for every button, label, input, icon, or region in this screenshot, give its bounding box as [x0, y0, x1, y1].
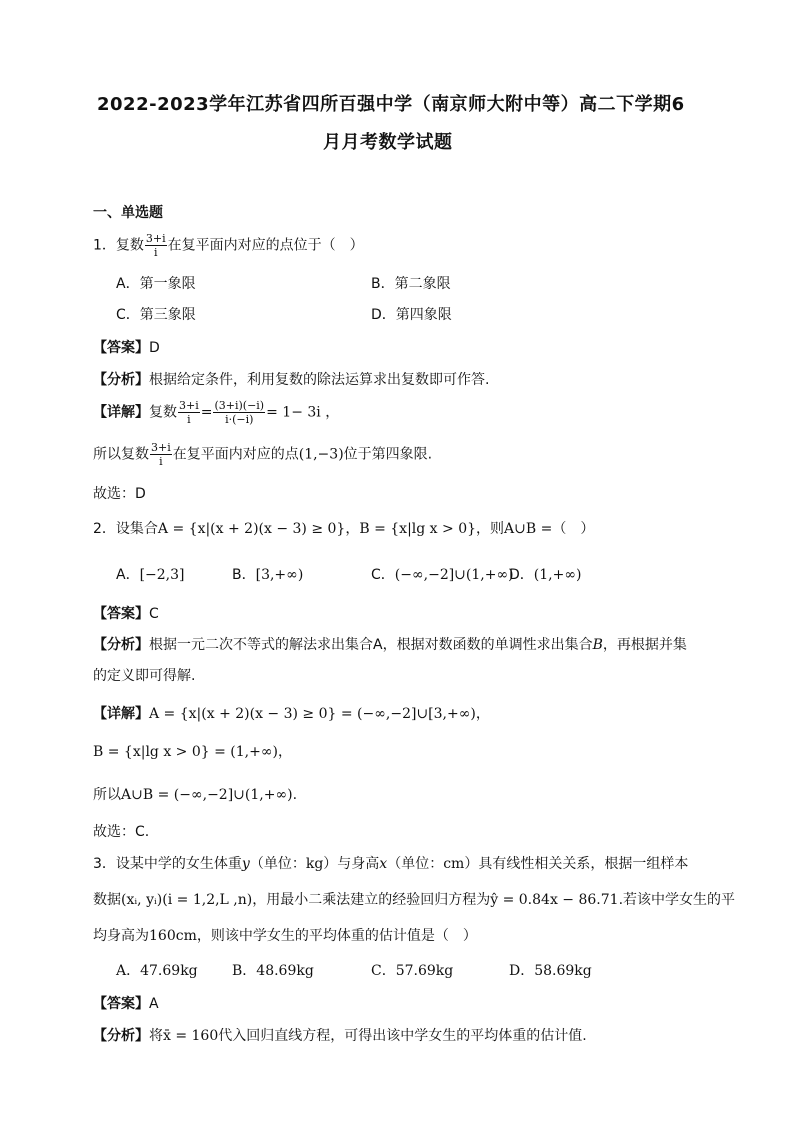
q3-text: 数据 [93, 892, 121, 908]
option-value: [3,+∞) [255, 567, 304, 583]
q2-option-d [509, 566, 581, 584]
option-value: [−2,3] [139, 567, 185, 583]
analysis-text-2: ，再根据并集 [602, 637, 687, 653]
q3-text: ，用最小二乘法建立的经验回归方程为 [252, 892, 491, 908]
frac-denominator: i·(−i) [225, 413, 254, 426]
analysis-pre: 将 [149, 1028, 163, 1044]
conclusion-expr: A∪B = (−∞,−2]∪(1,+∞) [121, 787, 293, 803]
document-title-line-1: 2022-2023学年江苏省四所百强中学（南京师大附中等）高二下学期6 [97, 94, 685, 115]
q2-option-a [116, 566, 185, 584]
q3-analysis [93, 1027, 587, 1045]
q3-text: 均身高为 [93, 928, 149, 944]
q2-set-a: A = {x|(x + 2)(x − 3) ≥ 0} [157, 521, 346, 537]
frac-numerator: (3+i)(−i) [214, 399, 265, 412]
conclusion-pre: 所以复数 [93, 446, 149, 463]
question-3-line-1 [93, 855, 688, 873]
option-value: (−∞,−2]∪(1,+∞) [394, 567, 514, 583]
q2-option-c [371, 566, 514, 584]
question-3-line-2 [93, 891, 735, 909]
detail-label: 【详解】 [93, 404, 149, 421]
frac-numerator: 3+i [151, 441, 171, 454]
detail-comma: ， [277, 744, 292, 760]
conclusion-end: 位于第四象限. [343, 446, 433, 463]
q1-choice: 故选：D [93, 486, 146, 502]
answer-value: D [149, 340, 160, 356]
q1-answer [93, 339, 160, 357]
q1-prefix: 1．复数 [93, 237, 144, 254]
q3-option-b: B．48.69kg [232, 963, 314, 979]
detail-label: 【详解】 [93, 706, 149, 722]
q2-prefix: 2．设集合 [93, 521, 158, 537]
q1-fraction [145, 232, 167, 259]
analysis-set-b: B [592, 637, 603, 653]
analysis-text: 根据给定条件，利用复数的除法运算求出复数即可作答. [149, 372, 490, 388]
frac-denominator: i [159, 455, 163, 468]
q2-detail [93, 705, 490, 723]
q3-option-c: C．57.69kg [371, 963, 454, 979]
q1-detail-fraction-1 [178, 399, 200, 426]
q3-height-value: 160cm [149, 928, 197, 944]
q1-frac-numerator: 3+i [145, 232, 166, 245]
q2-conclusion [93, 786, 297, 804]
answer-label: 【答案】 [93, 340, 149, 356]
q3-regression-equation: ŷ = 0.84x − 86.71 [490, 892, 619, 908]
analysis-text-1: 根据一元二次不等式的解法求出集合A，根据对数函数的单调性求出集合 [149, 637, 593, 653]
detail-comma: ， [475, 706, 490, 722]
q3-option-d: D．58.69kg [509, 963, 592, 979]
q1-analysis [93, 371, 489, 389]
q2-analysis [93, 636, 687, 654]
analysis-expr: x̄ = 160 [163, 1028, 219, 1044]
q3-option-a: A．47.69kg [116, 963, 198, 979]
q3-text: ）与身高 [323, 856, 380, 872]
q2-set-b: B = {x|lg x > 0} [359, 521, 477, 537]
q3-unit-kg: kg [305, 856, 324, 872]
conclusion-point: (1,−3) [298, 446, 344, 463]
answer-label: 【答案】 [93, 996, 149, 1012]
detail-result: = 1− 3i ， [266, 404, 340, 421]
question-2-stem [93, 520, 594, 538]
answer-value: C [149, 606, 159, 622]
equals-sign: = [200, 404, 213, 421]
answer-label: 【答案】 [93, 606, 149, 622]
q3-text: ）具有线性相关关系，根据一组样本 [464, 856, 689, 872]
frac-numerator: 3+i [179, 399, 199, 412]
detail-set-b: B = {x|lg x > 0} = (1,+∞) [93, 744, 278, 760]
q3-answer [93, 995, 159, 1013]
question-3-line-3 [93, 927, 477, 945]
q3-text: ，则该中学女生的平均体重的估计值是（ ） [196, 928, 477, 944]
q2-end: （ ） [552, 521, 595, 537]
q1-frac-denominator: i [154, 246, 158, 259]
document-title-line-2: 月月考数学试题 [323, 132, 453, 153]
q2-detail-set-b [93, 743, 292, 761]
question-1-stem [93, 232, 364, 259]
q1-suffix: 在复平面内对应的点位于（ ） [167, 237, 364, 254]
q2-answer [93, 605, 159, 623]
detail-set-a: A = {x|(x + 2)(x − 3) ≥ 0} = (−∞,−2]∪[3,+∞) [149, 706, 476, 722]
q1-detail-fraction-2 [213, 399, 265, 426]
q2-union: A∪B = [504, 521, 553, 537]
detail-pre: 复数 [149, 404, 177, 421]
q3-text: （单位： [249, 856, 306, 872]
conclusion-end: . [292, 787, 298, 803]
q1-option-d: D．第四象限 [371, 307, 452, 323]
analysis-label: 【分析】 [93, 637, 149, 653]
q2-comma: ， [345, 521, 360, 537]
q3-text: .若该中学女生的平 [618, 892, 736, 908]
answer-value: A [149, 996, 159, 1012]
q1-conclusion-fraction [150, 441, 172, 468]
q3-unit-cm: cm [443, 856, 465, 872]
option-label: C． [371, 567, 395, 583]
q1-detail [93, 399, 339, 426]
q1-option-a: A．第一象限 [116, 276, 196, 292]
option-value: (1,+∞) [533, 567, 582, 583]
q3-var-y: y [241, 856, 250, 872]
q3-sample-data: (xᵢ, yᵢ)(i = 1,2,L ,n) [121, 892, 253, 908]
analysis-end: 代入回归直线方程，可得出该中学女生的平均体重的估计值. [218, 1028, 587, 1044]
q3-var-x: x [379, 856, 388, 872]
analysis-label: 【分析】 [93, 372, 149, 388]
q3-text: （单位： [387, 856, 444, 872]
option-label: A． [116, 567, 140, 583]
conclusion-mid: 在复平面内对应的点 [172, 446, 299, 463]
q1-option-b: B．第二象限 [371, 276, 451, 292]
section-heading: 一、单选题 [93, 205, 163, 221]
q2-option-b [232, 566, 303, 584]
analysis-label: 【分析】 [93, 1028, 149, 1044]
q2-mid: ，则 [476, 521, 505, 537]
conclusion-pre: 所以 [93, 787, 121, 803]
q2-choice: 故选：C. [93, 824, 150, 840]
option-label: D． [509, 567, 534, 583]
frac-denominator: i [187, 413, 191, 426]
option-label: B． [232, 567, 256, 583]
q2-analysis-cont: 的定义即可得解. [93, 668, 196, 684]
q1-option-c: C．第三象限 [116, 307, 196, 323]
q1-conclusion [93, 441, 432, 468]
q3-text: 3．设某中学的女生体重 [93, 856, 242, 872]
